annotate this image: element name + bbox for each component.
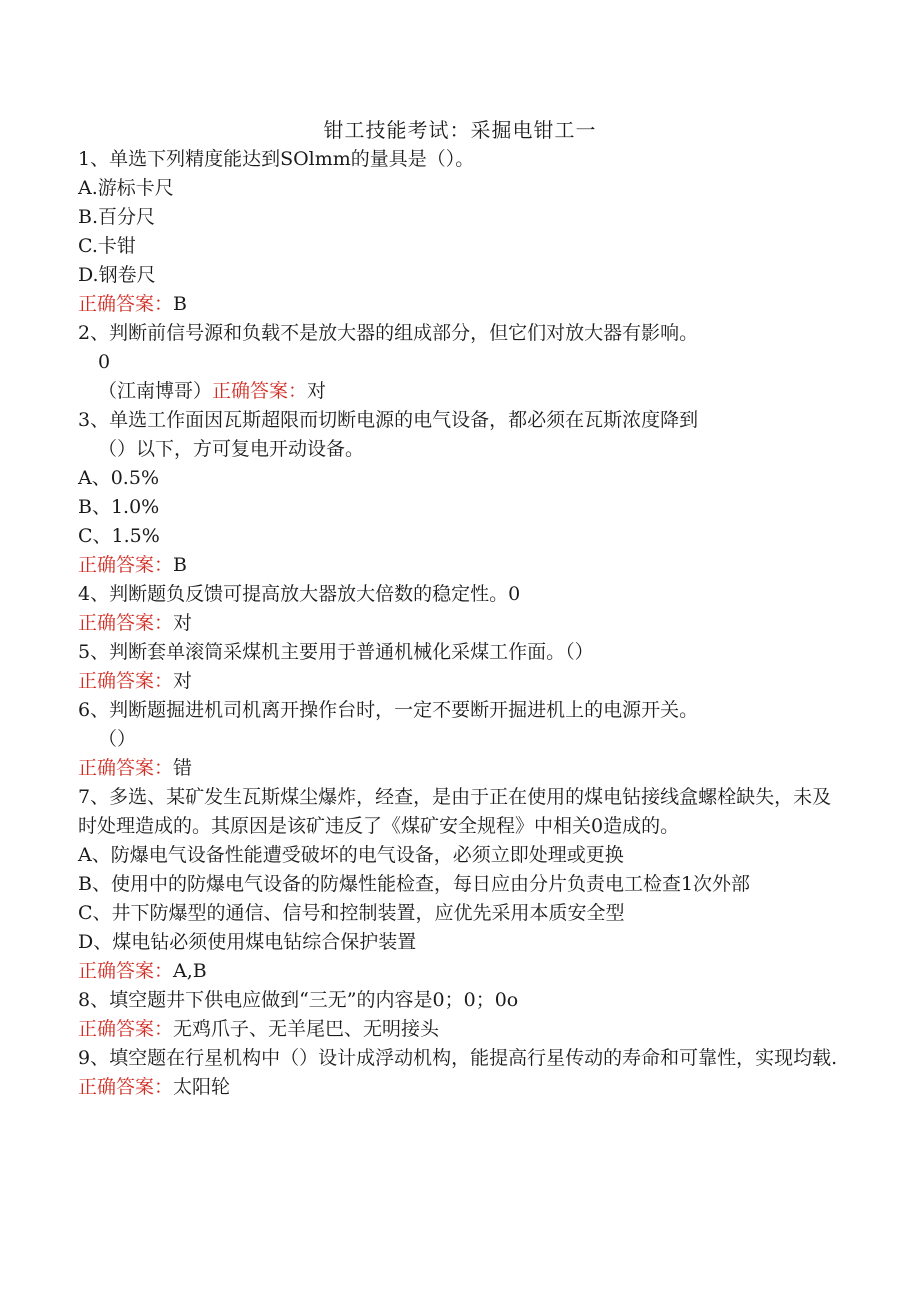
answer-value: 无鸡爪子、无羊尾巴、无明接头	[173, 1018, 440, 1040]
question-1-option-c: C.卡钳	[78, 235, 136, 257]
answer-label: 正确答案：	[212, 380, 308, 402]
source-note: （江南博哥）	[98, 380, 213, 402]
answer-value: A,B	[173, 960, 207, 982]
question-3-option-c: C、1.5%	[78, 525, 160, 547]
question-2-stem: 2、判断前信号源和负载不是放大器的组成部分，但它们对放大器有影响。	[78, 322, 699, 344]
answer-label: 正确答案：	[78, 670, 174, 692]
question-3-answer	[78, 551, 838, 580]
question-7-option-d: D、煤电钻必须使用煤电钻综合保护装置	[78, 931, 417, 953]
answer-value: 对	[173, 612, 193, 634]
answer-value: B	[173, 554, 187, 576]
answer-label: 正确答案：	[78, 612, 174, 634]
question-1-option-a: A.游标卡尺	[78, 177, 174, 199]
answer-label: 正确答案：	[78, 1076, 174, 1098]
question-7-option-a: A、防爆电气设备性能遭受破坏的电气设备，必须立即处理或更换	[78, 844, 624, 866]
question-2-answer	[78, 377, 838, 406]
question-7-stem: 7、多选、某矿发生瓦斯煤尘爆炸，经查，是由于正在使用的煤电钻接线盒螺栓缺失，未及时处理造成的。其原因是该矿违反了《煤矿安全规程》中相关0造成的。	[78, 786, 832, 837]
question-3-stem-cont: （）以下，方可复电开动设备。	[98, 438, 365, 460]
answer-value: B	[173, 293, 187, 315]
question-2-stem-cont: 0	[98, 351, 111, 373]
answer-value: 太阳轮	[173, 1076, 231, 1098]
question-1-option-b: B.百分尺	[78, 206, 156, 228]
question-4-stem: 4、判断题负反馈可提高放大器放大倍数的稳定性。0	[78, 583, 521, 605]
answer-label: 正确答案：	[78, 757, 174, 779]
question-list	[78, 145, 838, 1102]
question-3-option-a: A、0.5%	[78, 467, 159, 489]
question-4-answer	[78, 609, 838, 638]
question-1-answer	[78, 290, 838, 319]
question-7-option-b: B、使用中的防爆电气设备的防爆性能检查，每日应由分片负责电工检查1次外部	[78, 873, 751, 895]
answer-value: 对	[307, 380, 327, 402]
question-9-answer	[78, 1073, 838, 1102]
answer-label: 正确答案：	[78, 1018, 174, 1040]
question-6-stem: 6、判断题掘进机司机离开操作台时，一定不要断开掘进机上的电源开关。	[78, 699, 699, 721]
question-7-option-c: C、井下防爆型的通信、信号和控制装置，应优先采用本质安全型	[78, 902, 625, 924]
answer-label: 正确答案：	[78, 293, 174, 315]
question-5-stem: 5、判断套单滚筒采煤机主要用于普通机械化采煤工作面。（）	[78, 641, 594, 663]
question-9-stem: 9、填空题在行星机构中（）设计成浮动机构，能提高行星传动的寿命和可靠性，实现均载.	[78, 1047, 838, 1069]
answer-label: 正确答案：	[78, 960, 174, 982]
question-6-answer	[78, 754, 838, 783]
question-3-stem: 3、单选工作面因瓦斯超限而切断电源的电气设备，都必须在瓦斯浓度降到	[78, 409, 699, 431]
question-6-stem-cont: （）	[98, 728, 137, 750]
question-8-stem: 8、填空题井下供电应做到“三无”的内容是0；0；0o	[78, 989, 519, 1011]
question-8-answer	[78, 1015, 838, 1044]
question-7-answer	[78, 957, 838, 986]
question-1-option-d: D.钢卷尺	[78, 264, 156, 286]
answer-label: 正确答案：	[78, 554, 174, 576]
question-5-answer	[78, 667, 838, 696]
answer-value: 错	[173, 757, 193, 779]
answer-value: 对	[173, 670, 193, 692]
question-1-stem: 1、单选下列精度能达到SOlmm的量具是（）。	[78, 148, 475, 170]
document-title: 钳工技能考试：采掘电钳工一	[323, 118, 597, 142]
question-3-option-b: B、1.0%	[78, 496, 160, 518]
